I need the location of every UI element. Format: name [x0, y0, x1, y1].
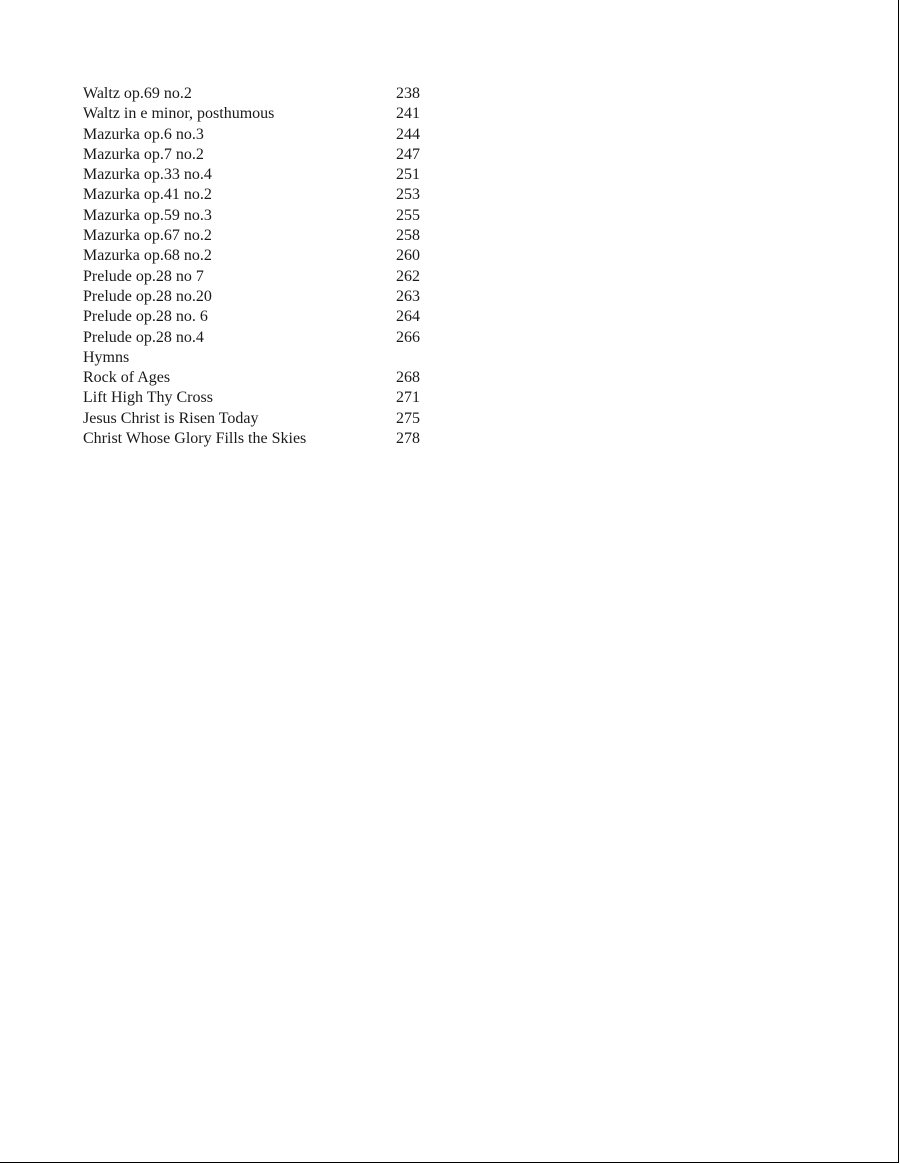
toc-entry-page: 262: [396, 267, 420, 285]
toc-entry-page: 260: [396, 247, 420, 265]
toc-entry: [83, 429, 443, 449]
toc-entry-title: Prelude op.28 no.20: [83, 287, 212, 305]
toc-entry: [83, 409, 443, 429]
toc-entry-page: 271: [396, 389, 420, 407]
toc-entry-title: Mazurka op.68 no.2: [83, 247, 212, 265]
toc-entry: [83, 145, 443, 165]
toc-entry: [83, 368, 443, 388]
toc-entry-title: Prelude op.28 no.4: [83, 328, 204, 346]
toc-entry-title: Mazurka op.7 no.2: [83, 145, 204, 163]
toc-entry-title: Jesus Christ is Risen Today: [83, 409, 259, 427]
toc-entry: [83, 226, 443, 246]
toc-entry-page: 255: [396, 206, 420, 224]
toc-entry-title: Christ Whose Glory Fills the Skies: [83, 430, 307, 448]
toc-entry-page: 266: [396, 328, 420, 346]
toc-entry: [83, 104, 443, 124]
toc-entry-page: 268: [396, 369, 420, 387]
toc-entry-page: 258: [396, 227, 420, 245]
table-of-contents: [83, 84, 443, 449]
toc-section-title: Hymns: [83, 348, 130, 366]
toc-entry-page: 238: [396, 85, 420, 102]
toc-entry-page: 264: [396, 308, 420, 326]
toc-entry: [83, 246, 443, 266]
toc-entry-title: Waltz op.69 no.2: [83, 85, 192, 102]
toc-entry-title: Mazurka op.67 no.2: [83, 227, 212, 245]
toc-entry-title: Waltz in e minor, posthumous: [83, 105, 275, 123]
toc-entry-title: Prelude op.28 no 7: [83, 267, 204, 285]
toc-entry-title: Mazurka op.33 no.4: [83, 166, 212, 184]
toc-entry: [83, 287, 443, 307]
toc-entry: [83, 185, 443, 205]
toc-entry-page: 278: [396, 430, 420, 448]
toc-entry: [83, 206, 443, 226]
toc-entry-title: Rock of Ages: [83, 369, 171, 387]
toc-entry-title: Prelude op.28 no. 6: [83, 308, 208, 326]
toc-entry: [83, 84, 443, 104]
toc-entry-page: 244: [396, 125, 420, 143]
toc-entry-page: 241: [396, 105, 420, 123]
toc-entry: [83, 165, 443, 185]
toc-entry-title: Mazurka op.6 no.3: [83, 125, 204, 143]
toc-entry-page: 263: [396, 287, 420, 305]
toc-entry-page: 253: [396, 186, 420, 204]
toc-entry-title: Mazurka op.41 no.2: [83, 186, 212, 204]
toc-entry: [83, 267, 443, 287]
toc-entry: [83, 388, 443, 408]
toc-entry-page: 251: [396, 166, 420, 184]
toc-entry-title: Lift High Thy Cross: [83, 389, 213, 407]
toc-entry-page: 275: [396, 409, 420, 427]
toc-section-heading: [83, 348, 443, 368]
toc-entry: [83, 307, 443, 327]
toc-entry-title: Mazurka op.59 no.3: [83, 206, 212, 224]
toc-entry: [83, 125, 443, 145]
toc-entry: [83, 328, 443, 348]
toc-entry-page: 247: [396, 145, 420, 163]
